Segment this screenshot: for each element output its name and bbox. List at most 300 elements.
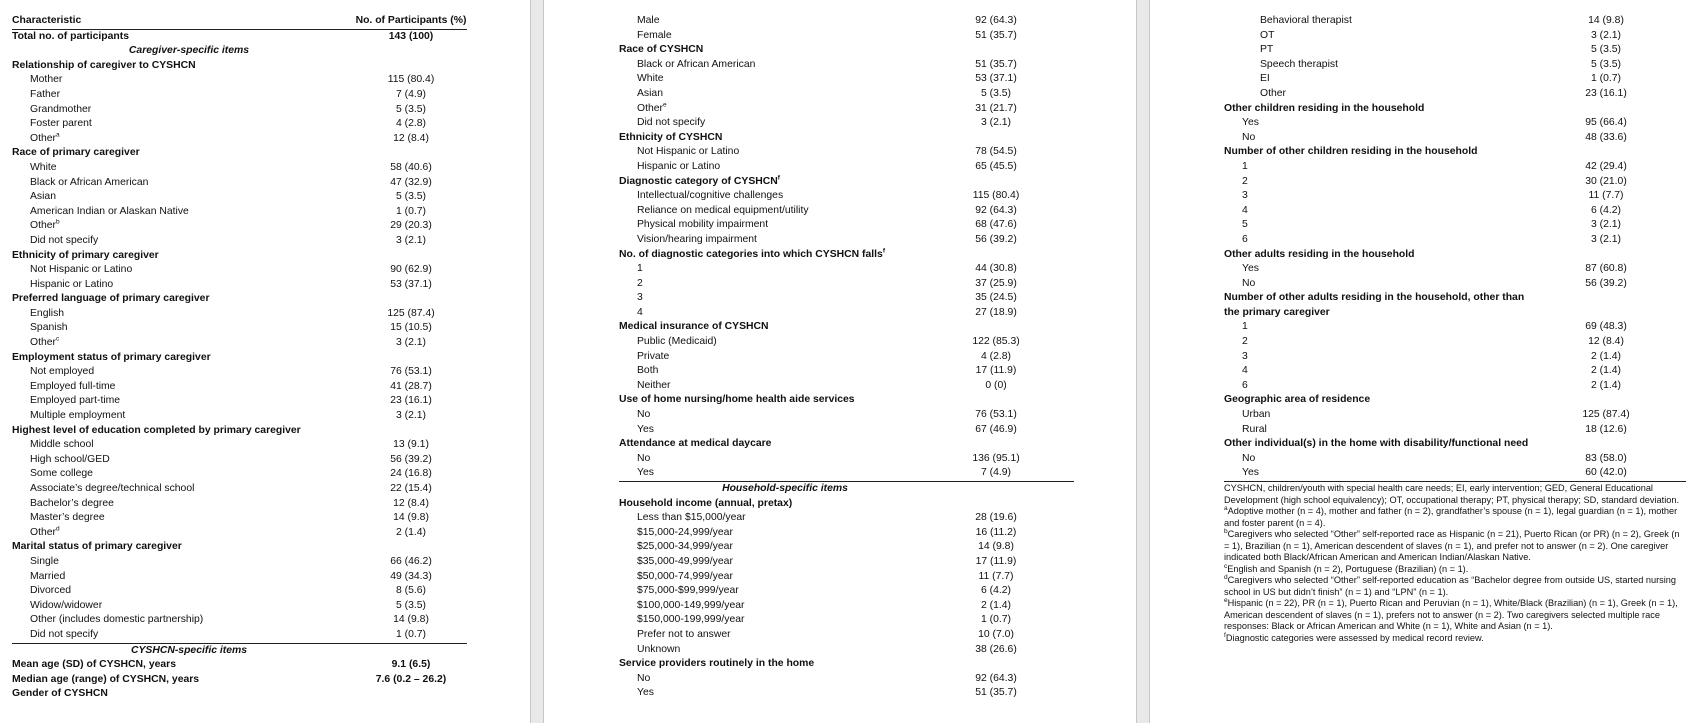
participants-value: 87 (60.8) xyxy=(1585,263,1627,275)
row-label: Other adults residing in the household xyxy=(1224,248,1415,260)
row-label: OT xyxy=(1260,29,1275,41)
category-row xyxy=(619,320,1074,335)
table-row xyxy=(619,160,1074,175)
table-row xyxy=(12,321,467,336)
participants-value: 35 (24.5) xyxy=(975,292,1017,304)
row-label: Use of home nursing/home health aide services xyxy=(619,394,855,406)
table-row xyxy=(1224,262,1686,277)
row-label: 4 xyxy=(637,306,643,318)
table-row xyxy=(1224,423,1686,438)
row-label: Female xyxy=(637,29,672,41)
table-row xyxy=(1224,233,1686,248)
row-label: 1 xyxy=(1242,160,1248,172)
table-row xyxy=(12,628,467,644)
participants-value: 17 (11.9) xyxy=(975,365,1017,377)
table-row xyxy=(12,497,467,512)
footnote-marker: e xyxy=(663,101,667,109)
participants-value: 56 (39.2) xyxy=(1585,277,1627,289)
row-label: 2 xyxy=(637,277,643,289)
table-row xyxy=(619,423,1074,438)
table-row xyxy=(1224,72,1686,87)
category-row xyxy=(12,424,467,439)
participants-value: 1 (0.7) xyxy=(395,628,427,640)
participants-value: 3 (2.1) xyxy=(1590,233,1622,245)
table-row xyxy=(619,379,1074,394)
participants-value: 18 (12.6) xyxy=(1585,423,1627,435)
category-row xyxy=(619,43,1074,58)
row-label: Vision/hearing impairment xyxy=(637,233,757,245)
row-label: Neither xyxy=(637,379,671,391)
table-row xyxy=(619,116,1074,131)
page-gutter-right xyxy=(1136,0,1150,723)
row-label: Did not specify xyxy=(30,628,99,640)
table-row xyxy=(619,555,1074,570)
table-page-3 xyxy=(1224,0,1686,723)
participants-value: 53 (37.1) xyxy=(975,73,1017,85)
table-page-1 xyxy=(12,0,467,723)
row-label: Yes xyxy=(637,467,654,479)
table-row xyxy=(12,555,467,570)
row-label: Divorced xyxy=(30,585,71,597)
row-label: Widow/widower xyxy=(30,599,103,611)
participants-value: 12 (8.4) xyxy=(393,497,429,509)
row-label: Hispanic or Latino xyxy=(637,160,721,172)
row-label: Other$^e$ xyxy=(637,101,667,114)
participants-value: 6 (4.2) xyxy=(1590,204,1622,216)
row-label: Married xyxy=(30,570,66,582)
row-label: $15,000-24,999/year xyxy=(637,526,733,538)
row-label: EI xyxy=(1260,73,1270,85)
row-label: $100,000-149,999/year xyxy=(637,599,745,611)
participants-value: 5 (3.5) xyxy=(395,191,427,203)
row-label: Household-specific items xyxy=(722,483,848,494)
table-row xyxy=(619,584,1074,599)
participants-value: 51 (35.7) xyxy=(975,29,1017,41)
participants-value: 3 (2.1) xyxy=(980,117,1012,129)
row-label: English xyxy=(30,307,65,319)
row-label: Spanish xyxy=(30,322,68,334)
participants-value: 76 (53.1) xyxy=(390,366,432,378)
table-row xyxy=(619,72,1074,87)
table-row xyxy=(619,466,1074,482)
table-header xyxy=(12,14,467,30)
category-row xyxy=(12,687,467,702)
participants-value: 125 (87.4) xyxy=(387,307,435,319)
footnote-marker: b xyxy=(56,218,60,226)
row-label: Other (includes domestic partnership) xyxy=(30,614,204,626)
participants-value: 90 (62.9) xyxy=(390,264,432,276)
table-row xyxy=(619,262,1074,277)
participants-value: 29 (20.3) xyxy=(390,220,432,232)
row-label: Employment status of primary caregiver xyxy=(12,351,211,363)
participants-value: 3 (2.1) xyxy=(1590,29,1622,41)
table-row xyxy=(619,570,1074,585)
table-row xyxy=(619,686,1074,701)
row-label: Other xyxy=(1260,87,1286,99)
participants-value: 14 (9.8) xyxy=(393,512,429,524)
category-row xyxy=(1224,393,1686,408)
participants-value: 51 (35.7) xyxy=(975,58,1017,70)
category-row xyxy=(1224,248,1686,263)
table-body xyxy=(619,14,1074,701)
category-row xyxy=(619,657,1074,672)
table-row xyxy=(619,540,1074,555)
participants-value: 2 (1.4) xyxy=(1590,379,1622,391)
participants-value: 44 (30.8) xyxy=(975,263,1017,275)
participants-value: 68 (47.6) xyxy=(975,219,1017,231)
header-participants: No. of Participants (%) xyxy=(355,15,467,26)
participants-value: 23 (16.1) xyxy=(1585,87,1627,99)
row-label: Employed full-time xyxy=(30,380,116,392)
row-label: Public (Medicaid) xyxy=(637,336,717,348)
table-row xyxy=(12,599,467,614)
row-label: High school/GED xyxy=(30,453,110,465)
category-row xyxy=(12,249,467,264)
participants-value: 11 (7.7) xyxy=(1588,190,1624,202)
table-row xyxy=(619,350,1074,365)
category-row xyxy=(12,30,467,45)
category-row xyxy=(1224,145,1686,160)
table-row xyxy=(12,365,467,380)
row-label: Mother xyxy=(30,74,63,86)
table-row xyxy=(619,189,1074,204)
row-label: Hispanic or Latino xyxy=(30,278,114,290)
participants-value: 2 (1.4) xyxy=(395,526,427,538)
row-label: 3 xyxy=(1242,350,1248,362)
row-label: Other individual(s) in the home with disability/functional need xyxy=(1224,438,1529,450)
row-label: Race of primary caregiver xyxy=(12,147,140,159)
participants-value: 49 (34.3) xyxy=(390,570,432,582)
footnote-marker: a xyxy=(56,131,60,139)
participants-value: 67 (46.9) xyxy=(975,423,1017,435)
table-row xyxy=(1224,408,1686,423)
participants-value: 12 (8.4) xyxy=(393,132,429,144)
table-row xyxy=(12,103,467,118)
table-row xyxy=(12,234,467,249)
table-row xyxy=(1224,364,1686,379)
row-label: Race of CYSHCN xyxy=(619,44,704,56)
row-label: Urban xyxy=(1242,409,1271,421)
row-label: Ethnicity of CYSHCN xyxy=(619,131,723,143)
footnote-marker: c xyxy=(56,335,60,343)
footnote-e: $^e$Hispanic (n = 22), PR (n = 1), Puerto Rican and Peruvian (n = 1), White/Black (Brazilian) (n = 1), Greek (n = 1), American descendent of slaves (n = 1), prefers not to answer (n = 2). Two caregivers selected multiple race responses: Black or African American and White (n = 1), White and Asian (n = 1). xyxy=(1224,596,1678,631)
participants-value: 1 (0.7) xyxy=(1590,73,1622,85)
table-row xyxy=(619,643,1074,658)
row-label: Relationship of caregiver to CYSHCN xyxy=(12,59,196,71)
table-row xyxy=(12,409,467,424)
table-row xyxy=(12,205,467,220)
participants-value: 13 (9.1) xyxy=(393,439,429,451)
row-label: Male xyxy=(637,15,660,26)
section-subheader xyxy=(12,44,467,59)
row-label: Other$^a$ xyxy=(30,131,60,144)
table-row xyxy=(619,672,1074,687)
table-row xyxy=(12,176,467,191)
participants-value: 2 (1.4) xyxy=(980,599,1012,611)
row-label: Less than $15,000/year xyxy=(637,512,746,524)
participants-value: 58 (40.6) xyxy=(390,161,432,173)
table-row xyxy=(12,132,467,147)
table-row xyxy=(1224,43,1686,58)
table-row xyxy=(1224,452,1686,467)
participants-value: 4 (2.8) xyxy=(395,118,427,130)
row-label: No xyxy=(1242,131,1256,143)
section-subheader xyxy=(619,482,1074,497)
footnote-marker: f xyxy=(777,174,780,182)
row-label: PT xyxy=(1260,44,1274,56)
row-label: Multiple employment xyxy=(30,410,126,422)
participants-value: 3 (2.1) xyxy=(395,410,427,422)
participants-value: 76 (53.1) xyxy=(975,409,1017,421)
footnote-marker: d xyxy=(56,525,60,533)
participants-value: 4 (2.8) xyxy=(980,350,1012,362)
row-label: Yes xyxy=(1242,467,1259,479)
table-row xyxy=(1224,466,1686,482)
row-label: Master’s degree xyxy=(30,512,105,524)
row-label: Median age (range) of CYSHCN, years xyxy=(12,673,200,685)
table-row xyxy=(619,291,1074,306)
category-row xyxy=(12,658,467,673)
participants-value: 92 (64.3) xyxy=(975,15,1017,26)
participants-value: 5 (3.5) xyxy=(395,103,427,115)
participants-value: 7 (4.9) xyxy=(980,467,1012,479)
participants-value: 56 (39.2) xyxy=(975,233,1017,245)
page-gutter-left xyxy=(530,0,544,723)
table-row xyxy=(1224,320,1686,335)
row-label: Black or African American xyxy=(637,58,756,70)
row-label: Marital status of primary caregiver xyxy=(12,541,182,553)
table-row xyxy=(12,307,467,322)
table-row xyxy=(619,511,1074,526)
participants-value: 11 (7.7) xyxy=(978,570,1014,582)
participants-value: 83 (58.0) xyxy=(1585,452,1627,464)
row-label: Both xyxy=(637,365,659,377)
table-body xyxy=(12,30,467,702)
footnote-abbreviations: CYSHCN, children/youth with special health care needs; EI, early intervention; GED, General Educational Development (high school equivalency); OT, occupational therapy; PT, physical therapy; SD, standard deviation. xyxy=(1224,483,1680,505)
row-label: Foster parent xyxy=(30,118,92,130)
row-label: Caregiver-specific items xyxy=(128,45,250,57)
table-row xyxy=(619,102,1074,117)
row-label: $75,000-$99,999/year xyxy=(637,585,739,597)
participants-value: 6 (4.2) xyxy=(980,585,1012,597)
row-label: Some college xyxy=(30,468,93,480)
table-page-2 xyxy=(619,0,1074,723)
row-label: Attendance at medical daycare xyxy=(619,438,772,450)
row-label: Service providers routinely in the home xyxy=(619,658,815,670)
table-row xyxy=(12,190,467,205)
section-subheader xyxy=(12,644,467,659)
participants-value: 23 (16.1) xyxy=(390,395,432,407)
table-row xyxy=(619,335,1074,350)
row-label: 5 xyxy=(1242,219,1248,231)
participants-value: 5 (3.5) xyxy=(980,87,1012,99)
participants-value: 95 (66.4) xyxy=(1585,117,1627,129)
row-label: Single xyxy=(30,555,59,567)
table-row xyxy=(1224,335,1686,350)
table-row xyxy=(12,88,467,103)
participants-value: 47 (32.9) xyxy=(390,176,432,188)
header-characteristic: Characteristic xyxy=(12,15,82,26)
participants-value: 115 (80.4) xyxy=(387,74,435,86)
participants-value: 5 (3.5) xyxy=(1590,44,1622,56)
category-row xyxy=(619,175,1074,190)
category-row xyxy=(1224,291,1686,306)
row-label: Black or African American xyxy=(30,176,149,188)
table-row xyxy=(12,73,467,88)
table-row xyxy=(12,380,467,395)
row-label: Not Hispanic or Latino xyxy=(637,146,740,158)
table-row xyxy=(12,263,467,278)
row-label: Asian xyxy=(30,191,56,203)
row-label: No xyxy=(637,452,651,464)
row-label: Speech therapist xyxy=(1260,58,1338,70)
row-label: 3 xyxy=(1242,190,1248,202)
row-label: Father xyxy=(30,88,61,100)
table-row xyxy=(12,394,467,409)
row-label: Diagnostic category of CYSHCN$^f$ xyxy=(619,174,780,187)
row-label: Employed part-time xyxy=(30,395,121,407)
participants-value: 31 (21.7) xyxy=(975,102,1017,114)
row-label: Other$^c$ xyxy=(30,335,60,349)
table-row xyxy=(12,482,467,497)
row-label: Physical mobility impairment xyxy=(637,219,769,231)
participants-value: 15 (10.5) xyxy=(390,322,432,334)
participants-value: 3 (2.1) xyxy=(395,234,427,246)
table-row xyxy=(12,219,467,234)
table-row xyxy=(1224,131,1686,146)
table-row xyxy=(12,613,467,628)
category-row xyxy=(12,351,467,366)
participants-value: 14 (9.8) xyxy=(393,614,429,626)
participants-value: 22 (15.4) xyxy=(390,483,432,494)
row-label: Other$^d$ xyxy=(30,525,60,538)
row-label: Highest level of education completed by primary caregiver xyxy=(12,424,301,436)
category-row xyxy=(12,146,467,161)
participants-value: 1 (0.7) xyxy=(980,614,1012,626)
category-row xyxy=(1224,102,1686,117)
table-row xyxy=(619,526,1074,541)
participants-value: 28 (19.6) xyxy=(975,512,1017,524)
participants-value: 7.6 (0.2 – 26.2) xyxy=(375,673,447,685)
row-label: Yes xyxy=(1242,117,1259,129)
table-row xyxy=(12,336,467,351)
row-label: Intellectual/cognitive challenges xyxy=(637,190,784,202)
footnote-d: $^d$Caregivers who selected “Other” self-reported education as “Bachelor degree from outside US, started nursing school in US but didn’t finish” (n = 1) and “LPN” (n = 1). xyxy=(1224,573,1676,597)
row-label: White xyxy=(637,73,664,85)
row-label: 4 xyxy=(1242,204,1248,216)
row-label: $25,000-34,999/year xyxy=(637,541,733,553)
table-row xyxy=(12,467,467,482)
participants-value: 65 (45.5) xyxy=(975,160,1017,172)
row-label: Rural xyxy=(1242,423,1267,435)
table-body xyxy=(1224,14,1686,482)
row-label: No xyxy=(1242,277,1256,289)
category-row xyxy=(1224,306,1686,321)
participants-value: 38 (26.6) xyxy=(975,643,1017,655)
row-label: Total no. of participants xyxy=(12,30,129,42)
participants-value: 5 (3.5) xyxy=(1590,58,1622,70)
table-row xyxy=(1224,350,1686,365)
table-row xyxy=(12,511,467,526)
table-row xyxy=(619,233,1074,248)
row-label: White xyxy=(30,161,57,173)
participants-value: 5 (3.5) xyxy=(395,599,427,611)
table-row xyxy=(12,526,467,541)
participants-value: 17 (11.9) xyxy=(975,555,1017,567)
table-row xyxy=(12,584,467,599)
table-row xyxy=(619,14,1074,29)
row-label: Unknown xyxy=(637,643,681,655)
row-label: 6 xyxy=(1242,379,1248,391)
participants-value: 14 (9.8) xyxy=(978,541,1014,553)
table-row xyxy=(12,117,467,132)
row-label: 2 xyxy=(1242,336,1248,348)
participants-value: 143 (100) xyxy=(388,30,434,42)
row-label: Yes xyxy=(637,687,654,699)
table-row xyxy=(12,438,467,453)
participants-value: 92 (64.3) xyxy=(975,204,1017,216)
participants-value: 27 (18.9) xyxy=(975,306,1017,318)
footnote-c: $^c$English and Spanish (n = 2), Portuguese (Brazilian) (n = 1). xyxy=(1224,562,1469,574)
category-row xyxy=(12,59,467,74)
row-label: Number of other adults residing in the household, other than xyxy=(1224,292,1525,304)
table-row xyxy=(619,277,1074,292)
participants-value: 8 (5.6) xyxy=(395,585,427,597)
table-row xyxy=(1224,29,1686,44)
category-row xyxy=(1224,437,1686,452)
category-row xyxy=(619,437,1074,452)
row-label: American Indian or Alaskan Native xyxy=(30,205,189,217)
participants-value: 3 (2.1) xyxy=(395,337,427,349)
row-label: Private xyxy=(637,350,670,362)
row-label: Preferred language of primary caregiver xyxy=(12,293,210,305)
row-label: No xyxy=(1242,452,1256,464)
participants-value: 125 (87.4) xyxy=(1582,409,1630,421)
participants-value: 9.1 (6.5) xyxy=(391,659,431,671)
row-label: 1 xyxy=(637,263,643,275)
participants-value: 2 (1.4) xyxy=(1590,350,1622,362)
table-row xyxy=(619,628,1074,643)
participants-value: 0 (0) xyxy=(985,379,1007,391)
participants-value: 41 (28.7) xyxy=(390,380,432,392)
row-label: Yes xyxy=(1242,263,1259,275)
participants-value: 16 (11.2) xyxy=(975,526,1017,538)
table-row xyxy=(619,599,1074,614)
row-label: Number of other children residing in the household xyxy=(1224,146,1478,158)
category-row xyxy=(12,673,467,688)
row-label: Grandmother xyxy=(30,103,92,115)
table-row xyxy=(1224,189,1686,204)
participants-value: 48 (33.6) xyxy=(1585,131,1627,143)
participants-value: 10 (7.0) xyxy=(978,628,1014,640)
participants-value: 3 (2.1) xyxy=(1590,219,1622,231)
row-label: $50,000-74,999/year xyxy=(637,570,733,582)
row-label: 1 xyxy=(1242,321,1248,333)
participants-value: 53 (37.1) xyxy=(390,278,432,290)
row-label: Other$^b$ xyxy=(30,218,60,232)
participants-value: 78 (54.5) xyxy=(975,146,1017,158)
row-label: CYSHCN-specific items xyxy=(130,644,248,656)
table-row xyxy=(1224,277,1686,292)
row-label: Other children residing in the household xyxy=(1224,102,1425,114)
row-label: Gender of CYSHCN xyxy=(12,688,108,700)
participants-value: 42 (29.4) xyxy=(1585,160,1627,172)
table-row xyxy=(619,306,1074,321)
table-row xyxy=(1224,175,1686,190)
table-row xyxy=(619,408,1074,423)
row-label: $35,000-49,999/year xyxy=(637,555,733,567)
table-row xyxy=(1224,218,1686,233)
